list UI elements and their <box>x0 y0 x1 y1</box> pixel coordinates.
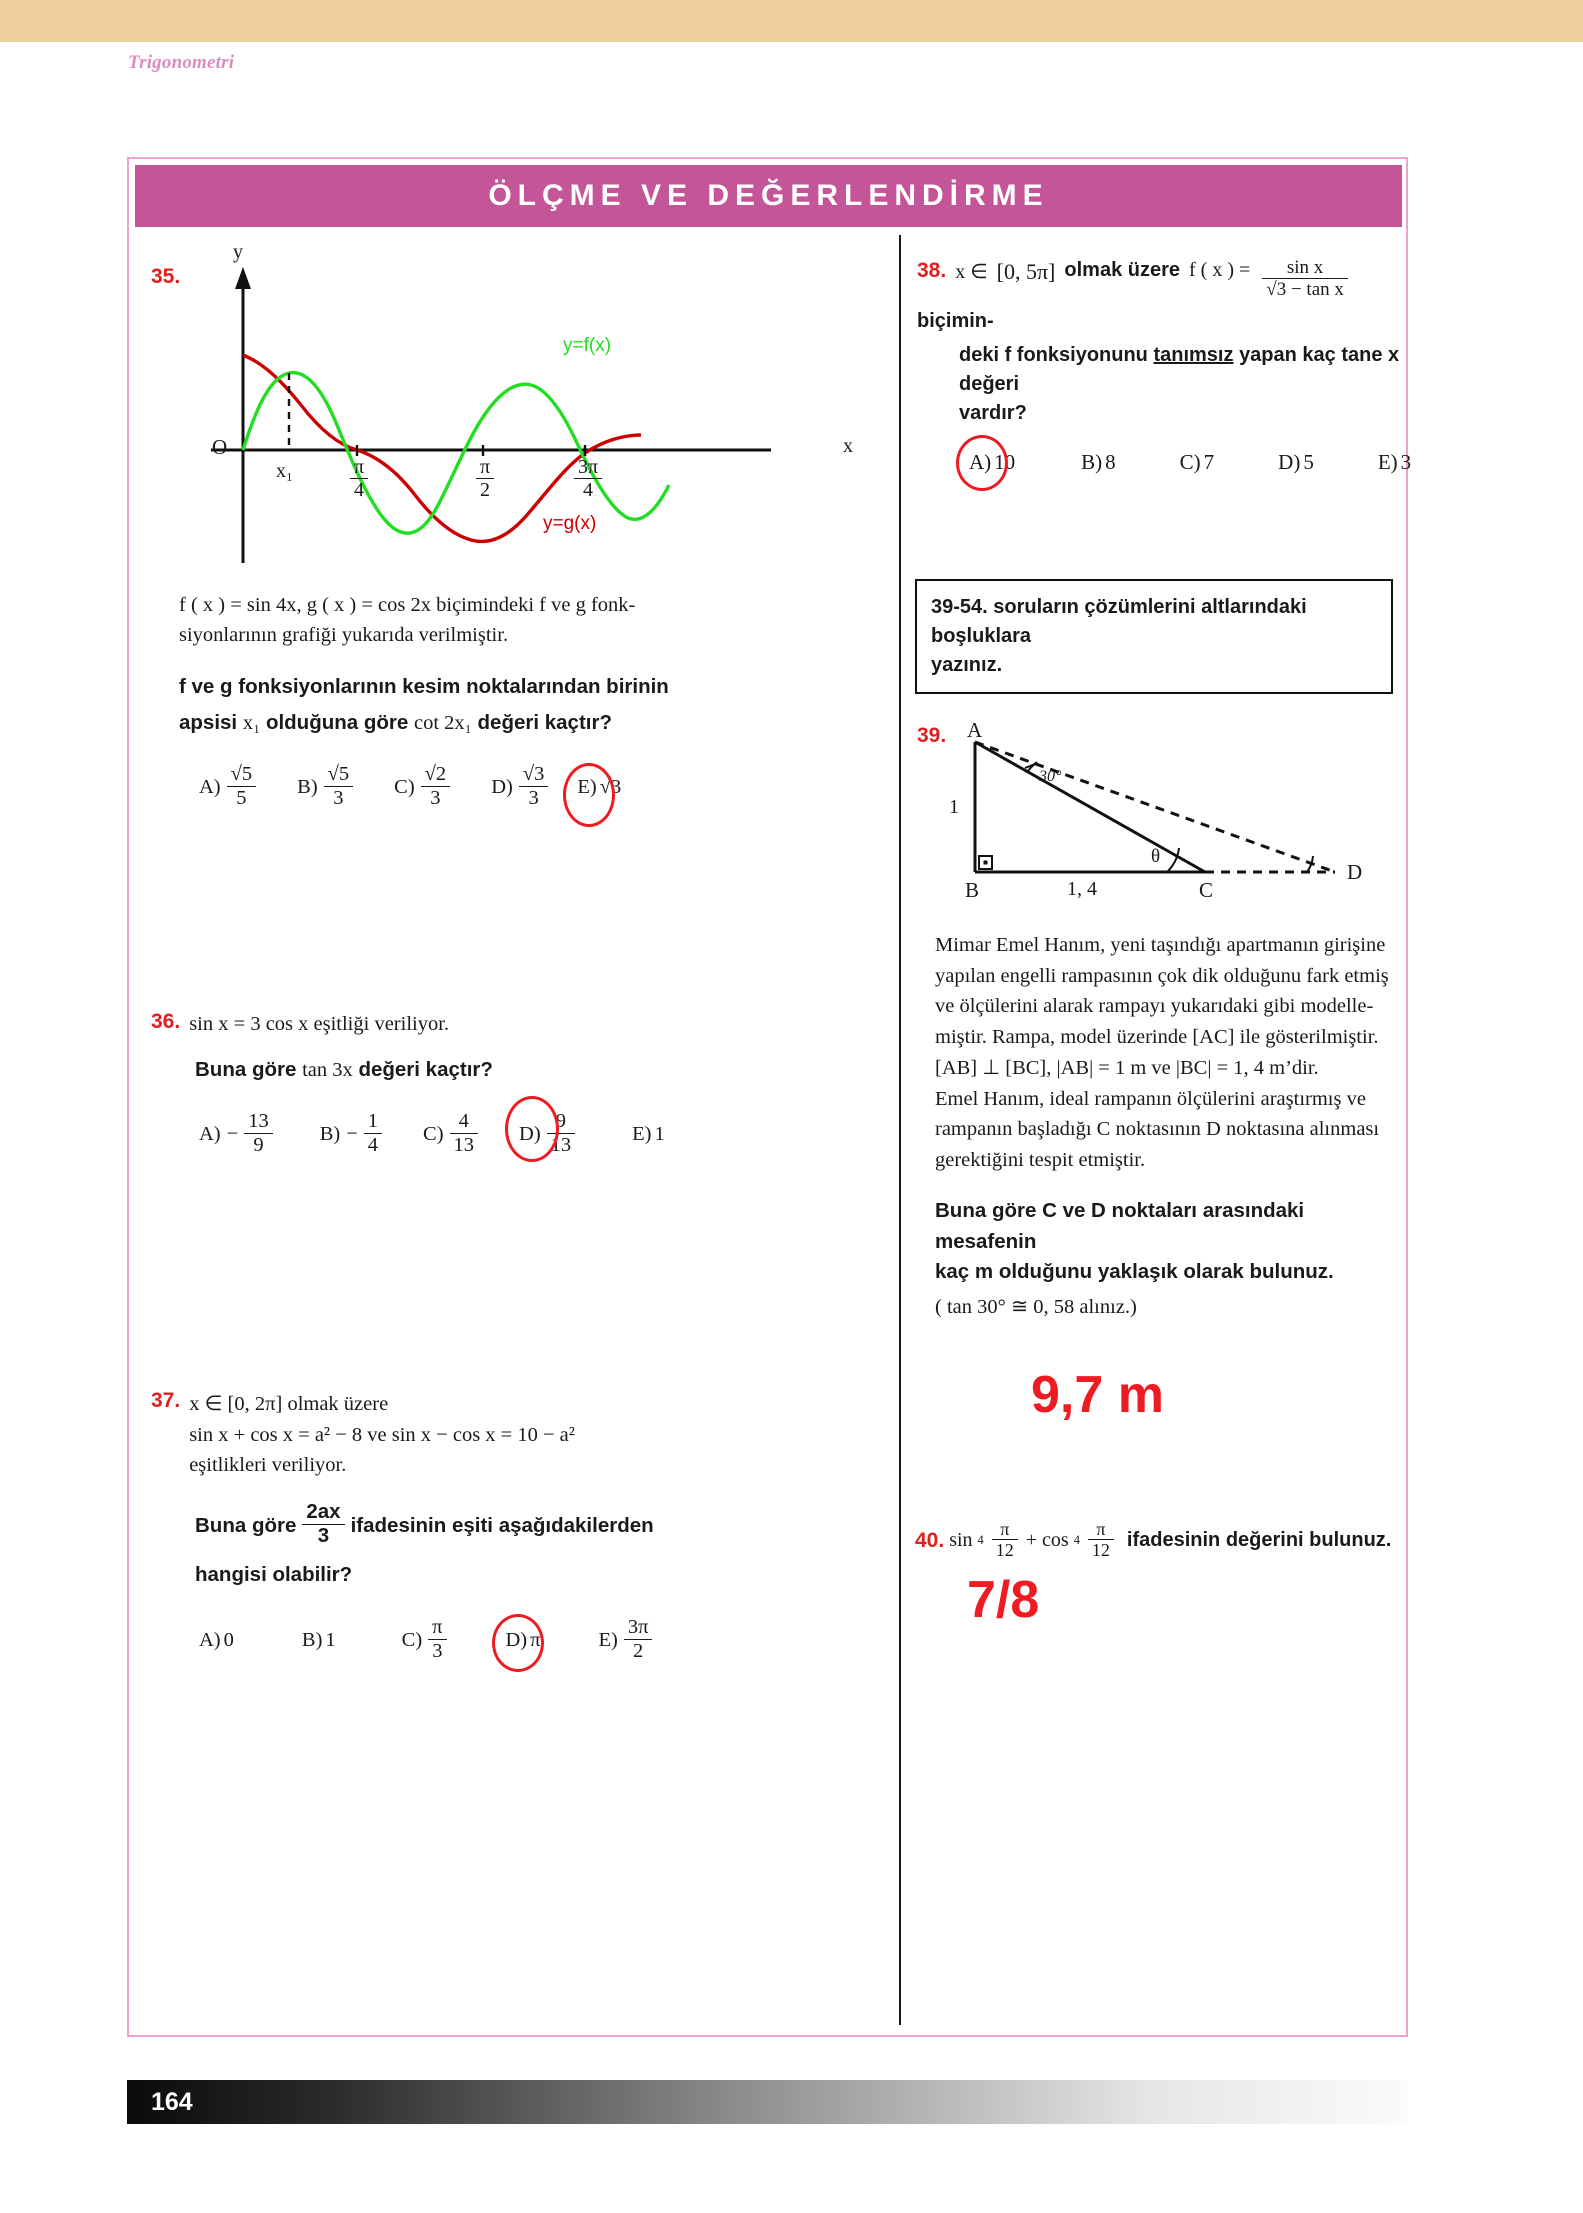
q37-choice-e-label: E) <box>598 1628 618 1651</box>
q36-choice-b-num: 1 <box>364 1111 382 1134</box>
question-37-prompt <box>195 1500 889 1590</box>
q35-prompt-line1: f ve g fonksiyonlarının kesim noktalarından birinin <box>179 675 669 699</box>
q40-cos-exponent: 4 <box>1073 1533 1080 1548</box>
q37-choice-d[interactable] <box>506 1629 541 1652</box>
q35-choice-c-den: 3 <box>430 786 441 809</box>
ramp-diagram-svg <box>915 717 1395 926</box>
chapter-label: Trigonometri <box>128 52 235 73</box>
q35-choice-e-label: E) <box>577 775 597 798</box>
q39-para-line-0: Mimar Emel Hanım, yeni taşındığı apartmanın girişine <box>935 933 1386 956</box>
question-38 <box>917 257 1412 475</box>
question-39-diagram <box>915 717 1395 926</box>
q36-choice-e-label: E) <box>632 1123 652 1146</box>
q36-choice-a-label: A) <box>199 1123 221 1146</box>
q36-choice-e[interactable] <box>632 1123 665 1146</box>
question-37 <box>151 1389 889 1663</box>
q37-line1: x ∈ [0, 2π] olmak üzere <box>189 1392 389 1415</box>
q36-prompt-c: değeri kaçtır? <box>358 1058 493 1082</box>
q36-prompt-a: Buna göre <box>195 1058 297 1082</box>
q37-line2: sin x + cos x = a² − 8 ve sin x − cos x = 10 − a² <box>189 1423 575 1446</box>
q38-choice-e-value: 3 <box>1400 449 1412 474</box>
q38-choice-c-value: 7 <box>1203 449 1215 474</box>
question-35-graph <box>171 241 853 575</box>
q35-choice-b[interactable] <box>297 762 356 810</box>
q35-choice-d[interactable] <box>491 762 551 810</box>
graph-tick-pi-4 <box>347 458 371 502</box>
question-39-prompt <box>935 1196 1395 1323</box>
q39-para-line-7: gerektiğini tespit etmiştir. <box>935 1149 1146 1171</box>
q38-line2-a: deki f fonksiyonunu <box>959 343 1148 366</box>
q39-para-line-3: miştir. Rampa, model üzerinde [AC] ile gösterilmiştir. <box>935 1026 1379 1048</box>
question-39 <box>915 717 1401 1425</box>
question-38-choices <box>969 449 1412 475</box>
q38-choice-b[interactable] <box>1081 450 1116 475</box>
tick-3pi4-den: 4 <box>583 479 594 502</box>
question-40 <box>915 1518 1401 1631</box>
q35-choice-c[interactable] <box>394 762 453 810</box>
tick-pi4-den: 4 <box>354 479 365 502</box>
instruction-box <box>915 579 1393 694</box>
question-38-statement-rest <box>959 341 1401 428</box>
q37-choice-c-den: 3 <box>432 1639 443 1662</box>
q38-choice-a-value: 10 <box>994 449 1016 474</box>
question-39-answer: 9,7 m <box>1031 1365 1164 1424</box>
q37-choice-b-label: B) <box>301 1628 323 1651</box>
q36-choice-b-sign: − <box>346 1123 358 1146</box>
question-40-answer: 7/8 <box>967 1571 1040 1630</box>
q38-choice-e-label: E) <box>1377 449 1398 474</box>
q39-para-line-2: ve ölçülerini alarak rampayı yukarıdaki gibi modelle- <box>935 995 1374 1018</box>
q39-para-line-1: yapılan engelli rampasının çok dik olduğunu fark etmiş <box>935 964 1389 987</box>
instruction-line2: yazınız. <box>931 653 1003 676</box>
q35-prompt-x1: x₁ <box>242 712 261 735</box>
left-column <box>137 239 889 2029</box>
question-37-choices <box>199 1615 889 1663</box>
q35-choice-e[interactable] <box>577 776 621 799</box>
page-number: 164 <box>151 2087 193 2116</box>
q35-choice-b-den: 3 <box>333 786 344 809</box>
graph-x-axis-label: x <box>843 435 853 457</box>
q36-choice-d-label: D) <box>519 1123 541 1146</box>
q36-choice-a-sign: − <box>226 1123 239 1146</box>
q40-sin: sin <box>949 1529 973 1552</box>
question-35-choices <box>199 762 889 810</box>
q35-choice-a-num: √5 <box>227 764 257 787</box>
question-36-statement: sin x = 3 cos x eşitliği veriliyor. <box>189 1012 450 1035</box>
q37-line3: eşitlikleri veriliyor. <box>189 1454 347 1477</box>
q37-choice-d-label: D) <box>505 1628 528 1651</box>
q35-choice-a[interactable] <box>199 762 259 810</box>
page-content-frame <box>127 157 1412 2037</box>
q37-prompt-frac-num: 2ax <box>302 1502 344 1525</box>
q36-choice-a-num: 13 <box>244 1111 273 1134</box>
q36-choice-c-den: 13 <box>453 1134 475 1157</box>
q40-sin-arg-den: 12 <box>995 1540 1014 1561</box>
instruction-line1: 39-54. soruların çözümlerini altlarındaki boşluklara <box>931 595 1307 647</box>
q39-prompt-line2: kaç m olduğunu yaklaşık olarak bulunuz. <box>935 1260 1334 1284</box>
q38-line1-b: olmak üzere <box>1064 259 1180 281</box>
question-39-paragraph <box>935 930 1395 1176</box>
diagram-vertex-b: B <box>965 877 980 902</box>
question-36-number: 36. <box>151 1009 181 1033</box>
q36-choice-e-value: 1 <box>654 1123 665 1146</box>
right-column <box>911 239 1412 2029</box>
q35-choice-d-num: √3 <box>519 764 549 787</box>
page-title: ÖLÇME VE DEĞERLENDİRME <box>488 179 1049 212</box>
q36-choice-a[interactable] <box>199 1112 276 1157</box>
q37-choice-c-num: π <box>428 1617 446 1640</box>
diagram-side-bc-label: 1, 4 <box>1067 877 1097 900</box>
q37-choice-b-value: 1 <box>325 1628 336 1651</box>
q38-line3: vardır? <box>959 401 1027 424</box>
q37-choice-d-value: π <box>530 1628 541 1651</box>
q37-prompt-frac-den: 3 <box>317 1524 330 1548</box>
curve-f-sin4x <box>243 373 669 534</box>
q39-note: ( tan 30° ≅ 0, 58 alınız.) <box>935 1296 1137 1318</box>
q40-tail: ifadesinin değerini bulunuz. <box>1126 1529 1392 1552</box>
q35-prompt-a: apsisi <box>179 711 238 735</box>
q39-prompt-line1: Buna göre C ve D noktaları arasındaki mesafenin <box>935 1198 1305 1253</box>
question-35 <box>137 241 889 810</box>
page-footer <box>127 2080 1408 2124</box>
q35-choice-a-label: A) <box>199 775 221 798</box>
q35-choice-d-den: 3 <box>528 786 539 809</box>
question-37-statement <box>189 1389 575 1481</box>
q36-choice-a-den: 9 <box>253 1134 264 1157</box>
q38-choice-e[interactable] <box>1378 450 1411 475</box>
q35-choice-c-label: C) <box>394 775 415 798</box>
q40-sin-exponent: 4 <box>977 1533 984 1548</box>
top-decorative-band <box>0 0 1583 42</box>
q40-cos: cos <box>1042 1529 1069 1552</box>
q38-interval: [0, 5π] <box>996 259 1056 284</box>
q37-choice-e-num: 3π <box>624 1617 653 1640</box>
diagram-vertex-a: A <box>967 717 983 742</box>
q35-choice-b-label: B) <box>297 775 318 798</box>
q38-line1-c: biçimin- <box>917 309 994 332</box>
graph-label-y-g-x: y=g(x) <box>543 513 597 534</box>
q37-prompt-b: ifadesinin eşiti aşağıdakilerden <box>350 1513 654 1537</box>
q35-prompt-c: cot 2x₁ <box>414 712 472 735</box>
diagram-vertex-d: D <box>1347 859 1363 884</box>
q38-choice-a-label: A) <box>969 449 992 474</box>
graph-label-y-f-x: y=f(x) <box>563 335 612 356</box>
graph-y-axis-label: y <box>233 241 243 263</box>
q38-line1-a: x ∈ <box>955 261 988 283</box>
column-divider <box>899 235 901 2025</box>
q35-statement-line1: f ( x ) = sin 4x, g ( x ) = cos 2x biçimindeki f ve g fonk- <box>179 594 636 616</box>
q38-choice-b-label: B) <box>1081 449 1103 474</box>
q38-choice-a[interactable] <box>969 450 1015 475</box>
question-39-number: 39. <box>917 723 947 747</box>
q36-choice-d-num: 9 <box>547 1111 576 1134</box>
question-37-number: 37. <box>151 1388 181 1412</box>
tick-pi2-num: π <box>476 457 494 479</box>
q37-choice-a-label: A) <box>199 1628 221 1651</box>
question-36 <box>151 1010 889 1157</box>
q37-choice-b[interactable] <box>302 1629 336 1652</box>
q40-sin-arg-num: π <box>992 1520 1018 1540</box>
q36-choice-d[interactable] <box>519 1112 578 1157</box>
q39-para-line-6: rampanın başladığı C noktasının D noktasına alınması <box>935 1118 1380 1141</box>
q39-para-line-4: [AB] ⊥ [BC], |AB| = 1 m ve |BC| = 1, 4 m’dir. <box>935 1056 1319 1079</box>
q38-frac-den: √3 − tan x <box>1266 279 1344 301</box>
question-35-statement <box>179 591 819 650</box>
q38-choice-c-label: C) <box>1179 449 1201 474</box>
q38-choice-d-label: D) <box>1278 449 1301 474</box>
q36-choice-b-label: B) <box>319 1123 341 1146</box>
q38-choice-c[interactable] <box>1180 450 1215 475</box>
q36-choice-c-num: 4 <box>450 1111 479 1134</box>
q38-choice-d-value: 5 <box>1303 449 1314 474</box>
q37-choice-a[interactable] <box>199 1629 234 1652</box>
q37-prompt-a: Buna göre <box>195 1513 297 1537</box>
q38-choice-d[interactable] <box>1278 450 1314 475</box>
q36-choice-b-den: 4 <box>367 1134 379 1157</box>
question-40-number: 40. <box>915 1528 945 1552</box>
q35-prompt-b: olduğuna göre <box>265 711 409 735</box>
question-35-prompt <box>179 672 839 738</box>
graph-origin-label: O <box>212 435 228 459</box>
graph-tick-pi-2 <box>473 458 497 502</box>
q36-choice-c-label: C) <box>423 1123 444 1146</box>
q35-statement-line2: siyonlarının grafiği yukarıda verilmiştir. <box>179 623 509 646</box>
q38-line2-underline: tanımsız <box>1153 343 1234 366</box>
graph-tick-3pi-4 <box>571 458 605 502</box>
diagram-vertex-c: C <box>1199 877 1214 902</box>
diagram-angle-theta-label: θ <box>1151 845 1161 867</box>
q35-choice-b-num: √5 <box>324 764 354 787</box>
q37-choice-e-den: 2 <box>633 1639 644 1662</box>
q35-choice-a-den: 5 <box>236 786 247 809</box>
q40-plus: + <box>1025 1529 1038 1552</box>
q35-prompt-d: değeri kaçtır? <box>477 711 612 735</box>
q38-fx: f ( x ) = <box>1189 259 1251 281</box>
q40-cos-arg-den: 12 <box>1091 1540 1110 1561</box>
q38-choice-b-value: 8 <box>1105 449 1116 474</box>
q37-prompt-c: hangisi olabilir? <box>195 1563 353 1586</box>
section-title-bar <box>135 165 1402 227</box>
q37-choice-a-value: 0 <box>223 1628 234 1651</box>
tick-pi2-den: 2 <box>480 479 491 502</box>
graph-tick-x1: x₁ <box>276 460 293 482</box>
question-38-number: 38. <box>917 259 947 282</box>
q37-choice-e[interactable] <box>598 1615 656 1663</box>
q38-line2-b: yapan kaç tane x değeri <box>959 343 1400 395</box>
q35-choice-d-label: D) <box>491 775 513 798</box>
q35-choice-e-value: √3 <box>599 775 622 798</box>
q36-choice-c[interactable] <box>423 1112 481 1157</box>
q36-choice-b[interactable] <box>320 1112 385 1157</box>
q35-choice-c-num: √2 <box>421 764 451 787</box>
q37-choice-c[interactable] <box>401 1615 450 1663</box>
diagram-angle-30-label: 30° <box>1039 767 1062 785</box>
q39-para-line-5: Emel Hanım, ideal rampanın ölçülerini araştırmış ve <box>935 1087 1366 1110</box>
graph-svg <box>171 245 771 575</box>
question-36-prompt <box>195 1055 889 1086</box>
diagram-side-ab-label: 1 <box>949 795 959 818</box>
question-35-number: 35. <box>151 265 181 288</box>
q37-choice-c-label: C) <box>401 1628 423 1651</box>
q38-frac-num: sin x <box>1262 258 1348 279</box>
question-36-choices <box>199 1112 889 1157</box>
q36-prompt-b: tan 3x <box>302 1059 353 1082</box>
q40-cos-arg-num: π <box>1088 1520 1114 1540</box>
tick-3pi4-num: 3π <box>574 457 602 479</box>
q36-choice-d-den: 13 <box>550 1134 572 1157</box>
tick-pi4-num: π <box>350 457 368 479</box>
